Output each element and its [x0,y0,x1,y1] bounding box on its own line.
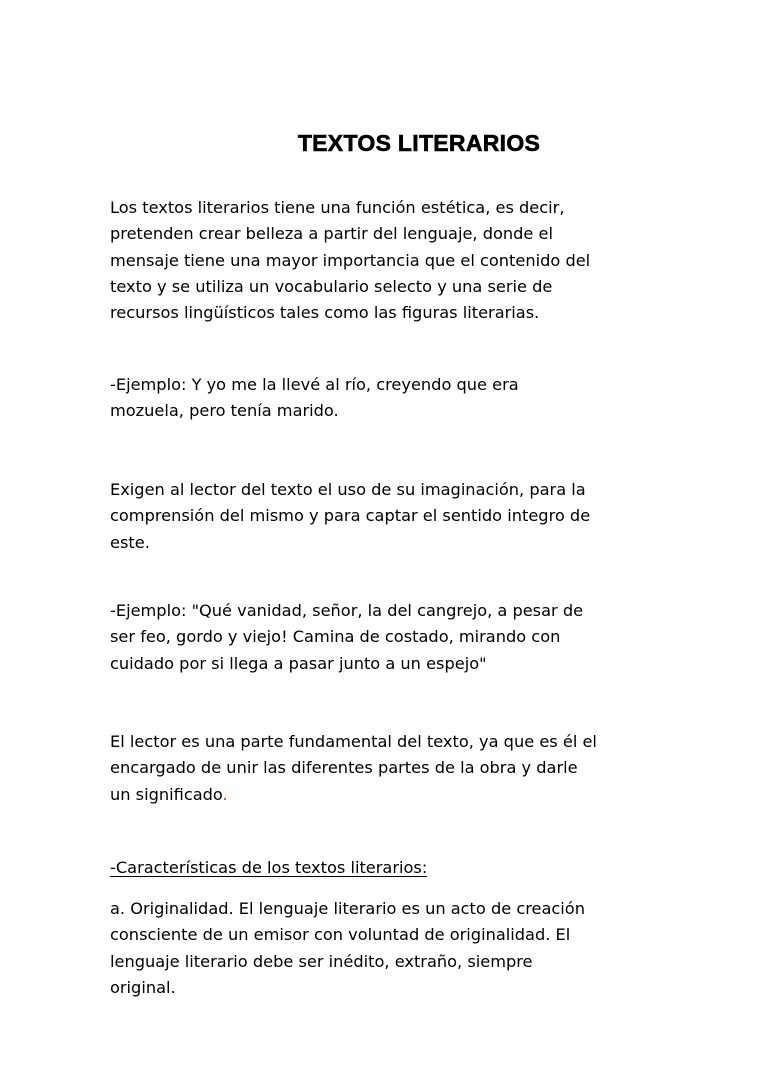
paragraph-example-2 [110,598,670,677]
text-line: recursos lingüísticos tales como las figuras literarias. [110,303,540,323]
section-heading: -Características de los textos literarios: [110,858,428,877]
text-line: El lector es una parte fundamental del texto, ya que es él el [110,732,597,751]
text-line: este. [110,532,150,552]
text-line: Exigen al lector del texto el uso de su imaginación, para la [110,480,586,499]
text-line: consciente de un emisor con voluntad de originalidad. El [110,925,571,945]
paragraph-originality [110,896,670,1001]
text-line: pretenden crear belleza a partir del lenguaje, donde el [110,224,553,244]
text-line: -Ejemplo: Y yo me la llevé al río, creyendo que era [110,375,519,394]
text-line: texto y se utiliza un vocabulario selecto y una serie de [110,276,553,296]
paragraph-reader [110,729,670,808]
text-line: comprensión del mismo y para captar el sentido integro de [110,506,591,526]
paragraph-imagination [110,477,670,556]
page-title: TEXTOS LITERARIOS [297,130,541,156]
text-line: -Ejemplo: "Qué vanidad, señor, la del cangrejo, a pesar de [110,601,584,620]
paragraph-characteristics-heading [110,855,670,881]
paragraph-intro [110,195,670,326]
text-line: ser feo, gordo y viejo! Camina de costado, mirando con [110,627,561,647]
text-line: cuidado por si llega a pasar junto a un espejo" [110,653,487,673]
paragraph-example-1 [110,372,670,425]
trailing-period: . [222,784,228,804]
text-line: lenguaje literario debe ser inédito, extraño, siempre [110,951,533,971]
text-line-segment: un significado [110,784,223,804]
text-line: original. [110,977,176,997]
text-line: Los textos literarios tiene una función estética, es decir, [110,198,565,217]
text-line [110,782,670,808]
text-line: a. Originalidad. El lenguaje literario es un acto de creación [110,899,585,918]
text-line: encargado de unir las diferentes partes de la obra y darle [110,758,578,778]
text-line: mozuela, pero tenía marido. [110,401,339,421]
text-line: mensaje tiene una mayor importancia que el contenido del [110,250,591,270]
